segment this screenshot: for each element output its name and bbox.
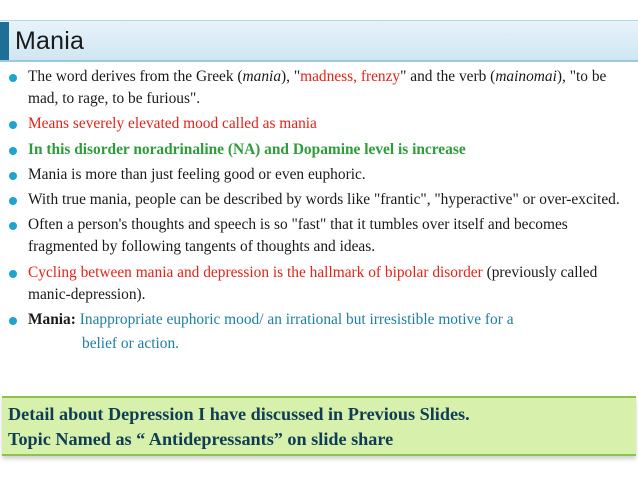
bullet-text: With true mania, people can be described by words like "frantic", "hyperactive" or over-excited.: [28, 191, 620, 209]
bullet-dot-icon: [9, 121, 17, 129]
title-accent-bar: [0, 22, 9, 60]
bullet-text: The word derives from the Greek (mania), "madness, frenzy" and the verb (mainomai), "to be mad, to rage, to be furious".: [28, 68, 607, 108]
bullet-item-cycling: [8, 262, 630, 306]
definition-label: Mania:: [28, 311, 76, 329]
bullet-text: Often a person's thoughts and speech is so "fast" that it tumbles over itself and becomes fragmented by following tangents of thoughts and ideas.: [28, 216, 568, 256]
depression-note-box: [2, 396, 636, 456]
bullet-dot-icon: [9, 270, 17, 278]
bullet-text: In this disorder noradrinaline (NA) and Dopamine level is increase: [28, 140, 466, 158]
bullet-dot-icon: [9, 317, 17, 325]
bullet-text: Cycling between mania and depression is the hallmark of bipolar disorder (previously called manic-depression).: [28, 263, 598, 303]
bullet-item-euphoric: [8, 164, 630, 186]
bullet-text: [28, 311, 630, 355]
bullet-dot-icon: [9, 147, 17, 155]
bullet-dot-icon: [9, 222, 17, 230]
bullet-item-fast-speech: [8, 214, 630, 258]
bullet-item-mania-definition: [8, 309, 630, 355]
bullet-dot-icon: [9, 172, 17, 180]
bullet-item-etymology: [8, 66, 630, 110]
bullet-text: Means severely elevated mood called as mania: [28, 115, 317, 133]
definition-text: Inappropriate euphoric mood/ an irrational but irresistible motive for a: [79, 311, 514, 329]
definition-text-continued: belief or action.: [82, 335, 180, 353]
bullet-item-elevated-mood: [8, 113, 630, 135]
note-line-2: Topic Named as “ Antidepressants” on slide share: [8, 429, 394, 449]
bullet-list: [8, 66, 630, 358]
bullet-dot-icon: [9, 197, 17, 205]
bullet-item-true-mania: [8, 189, 630, 211]
bullet-dot-icon: [9, 74, 17, 82]
note-line-1: Detail about Depression I have discussed in Previous Slides.: [8, 404, 470, 424]
bullet-item-neurotransmitters: [8, 139, 630, 161]
title-bar: [0, 20, 638, 62]
bullet-text: Mania is more than just feeling good or even euphoric.: [28, 165, 366, 183]
slide-title: Mania: [15, 27, 85, 55]
